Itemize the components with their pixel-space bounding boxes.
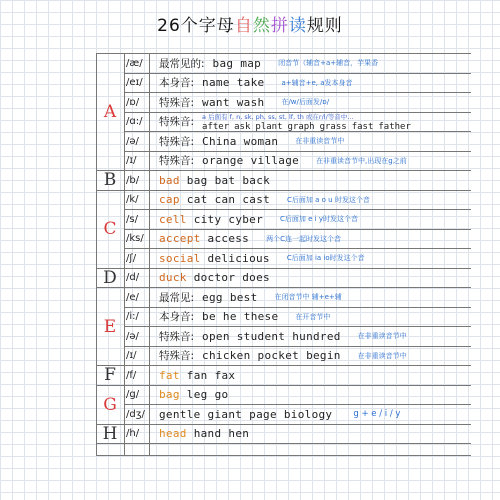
example-word: can [214, 193, 236, 207]
rule-note: 在非重读音节中 [357, 332, 407, 341]
example-word: does [242, 271, 270, 285]
example-word: accept [159, 232, 201, 246]
title-char-3: 拼 [270, 16, 289, 36]
example-words [159, 427, 256, 440]
example-word: plant [255, 121, 283, 132]
content-cell [149, 271, 277, 284]
example-word: head [159, 427, 187, 441]
example-words [202, 349, 348, 362]
rule-label: 本身音: [159, 77, 195, 90]
example-words [202, 291, 264, 304]
content-cell [149, 174, 277, 187]
phoneme-cell: /h/ [126, 428, 140, 440]
letter-f: F [96, 366, 124, 386]
title-char-2: 然 [252, 16, 271, 36]
example-words [159, 193, 277, 206]
example-words [202, 135, 285, 148]
example-word: name [202, 76, 230, 90]
letter-e: E [96, 288, 124, 366]
example-word: back [242, 173, 271, 187]
letter-g: G [96, 386, 124, 425]
content-cell [149, 56, 378, 71]
example-word: bag [159, 388, 180, 402]
example-word: grass [319, 121, 347, 132]
table-row [124, 54, 471, 74]
example-word: social [159, 251, 201, 265]
rule-label: 特殊音: [159, 116, 195, 129]
table-row [124, 74, 471, 94]
example-words [202, 154, 306, 167]
table-row [124, 308, 471, 328]
phoneme-cell: /ə/ [126, 330, 139, 342]
content-cell [149, 95, 329, 110]
phoneme-cell: /ɒ/ [126, 96, 140, 108]
table-row [124, 249, 471, 269]
content-cell [149, 388, 235, 401]
phoneme-cell: /ə/ [126, 135, 139, 147]
example-word: cyber [228, 212, 264, 226]
example-word: page [249, 407, 277, 421]
example-word: hundred [292, 329, 341, 343]
example-word: ask [234, 121, 251, 132]
rule-label: 最常见: [159, 291, 195, 304]
phoneme-cell: /ɪ/ [126, 350, 137, 362]
phoneme-cell: /k/ [126, 194, 139, 206]
example-word: best [229, 290, 258, 304]
example-word: orange [202, 154, 244, 168]
example-word: China [202, 134, 237, 148]
letter-c: C [96, 191, 124, 269]
example-words [159, 271, 277, 284]
table-row [124, 366, 471, 386]
example-word: bad [159, 173, 180, 187]
example-word: hand [193, 427, 222, 441]
rule-note: 在非重读音节中 [357, 351, 407, 360]
rule-note: 在开音节中 [295, 312, 331, 321]
example-word: delicious [207, 251, 270, 265]
phoneme-cell: /æ/ [126, 57, 143, 69]
phoneme-cell: /ʃ/ [126, 252, 137, 264]
content-cell [149, 193, 370, 206]
rule-label: 特殊音: [159, 155, 195, 168]
phoneme-cell: /d/ [126, 272, 140, 284]
table-row [124, 93, 471, 113]
content-cell [149, 427, 256, 440]
example-word: take [236, 76, 265, 90]
table-row [124, 132, 471, 152]
letter-d: D [96, 269, 124, 289]
phoneme-cell: /eɪ/ [126, 77, 143, 89]
example-word: graph [287, 121, 315, 132]
example-word: map [240, 56, 262, 70]
example-word: duck [159, 271, 187, 285]
example-word: cell [159, 212, 187, 226]
example-word: bat [214, 173, 236, 187]
phoneme-cell: /s/ [126, 213, 138, 225]
content-cell [149, 252, 365, 265]
example-word: fat [159, 368, 180, 382]
rule-label: 特殊音: [159, 350, 195, 363]
content-cell [149, 309, 330, 324]
example-words [159, 369, 242, 382]
example-words [202, 122, 416, 132]
example-word: leg [186, 388, 208, 402]
title-suffix: 规则 [306, 16, 343, 36]
rule-note: C后面加 ia io时发这个音 [286, 254, 365, 263]
rule-label: 最常见的: [159, 57, 205, 70]
table-row [124, 191, 471, 211]
content-cell [149, 112, 416, 132]
example-word: gentle [159, 407, 201, 421]
example-word: fan [186, 368, 208, 382]
example-words [159, 388, 235, 401]
rule-note: 在非重读音节中 [295, 137, 345, 146]
example-words [159, 232, 256, 245]
table-row [124, 347, 471, 367]
phoneme-cell: /ks/ [126, 233, 144, 245]
table-row [124, 386, 471, 406]
example-word: wash [236, 95, 265, 109]
table-row [124, 152, 471, 172]
content-cell [149, 369, 242, 382]
rule-note: 在/w/后面发/ɒ/ [281, 98, 330, 107]
example-word: student [236, 329, 286, 343]
example-word: giant [207, 407, 243, 421]
example-word: cat [186, 193, 208, 207]
example-word: chicken [202, 349, 251, 363]
example-words [159, 252, 277, 265]
content-cell [149, 153, 407, 168]
rule-note: 在非重读音节中,出现在g之前 [316, 156, 407, 165]
example-word: bag [212, 56, 234, 70]
table-row [124, 113, 471, 133]
example-word: be [202, 310, 216, 324]
content-cell [149, 213, 358, 226]
table-row [124, 269, 471, 289]
example-word: go [214, 388, 229, 402]
phoneme-cell: /b/ [126, 174, 140, 186]
rule-note: C后面加 a o u 时发这个音 [287, 195, 370, 204]
rule-note: C后面加 e i y时发这个音 [280, 215, 358, 224]
example-word: access [207, 232, 250, 246]
rule-label: 本身音: [159, 311, 195, 324]
example-word: begin [306, 349, 341, 363]
example-words [202, 96, 271, 109]
content-cell [149, 75, 353, 90]
letter-b: B [96, 171, 124, 191]
example-word: fast [351, 121, 374, 132]
example-word: cast [242, 193, 271, 207]
example-word: hen [228, 427, 250, 441]
table-row [124, 405, 471, 425]
content-cell [149, 290, 342, 305]
table-row [124, 327, 471, 347]
example-word: he [222, 310, 237, 324]
example-words [159, 174, 277, 187]
phonics-table [96, 53, 471, 456]
example-words [213, 57, 269, 70]
phoneme-cell: /f/ [126, 369, 137, 381]
phoneme-cell: /dʒ/ [126, 408, 145, 420]
rule-note: g + e / i / y [353, 409, 401, 420]
two-line-examples [202, 112, 416, 132]
example-word: doctor [193, 271, 236, 285]
example-word: want [202, 95, 230, 109]
example-words [202, 76, 271, 89]
example-word: open [202, 329, 230, 343]
example-word: egg [202, 290, 223, 304]
phoneme-cell: /i:/ [126, 311, 139, 323]
content-cell [149, 329, 407, 344]
example-words [202, 310, 285, 323]
phoneme-cell: /ɑ:/ [126, 116, 143, 128]
rule-label: 特殊音: [159, 96, 195, 109]
content-cell [149, 348, 407, 363]
rule-hint: a 后面有 f, n, sk, ph, ss, st, lf, th 或在r/l/等音中... [202, 112, 354, 121]
rule-note: 两个C连一起时发这个音 [266, 234, 341, 243]
example-word: biology [283, 407, 333, 421]
content-cell [149, 232, 341, 245]
letter-a: A [96, 54, 124, 171]
title-char-4: 读 [288, 16, 307, 36]
example-word: bag [186, 173, 208, 187]
example-word: cap [159, 193, 180, 207]
rule-note: a+辅音+e, a发本身音 [281, 78, 353, 87]
table-row [124, 171, 471, 191]
table-row [124, 230, 471, 250]
title-char-1: 自 [234, 16, 253, 36]
rule-label: 特殊音: [159, 330, 195, 343]
page-title [0, 14, 500, 38]
table-row [124, 425, 471, 445]
example-word: these [243, 310, 279, 324]
letter-h: H [96, 425, 124, 445]
content-cell [149, 408, 400, 421]
phoneme-cell: /ɪ/ [126, 155, 137, 167]
example-words [202, 330, 348, 343]
content-cell [149, 134, 344, 149]
example-word: woman [243, 134, 279, 148]
example-words [159, 408, 339, 421]
table-row [124, 210, 471, 230]
example-word: pocket [257, 349, 300, 363]
example-word: after [202, 121, 230, 132]
rule-label: 特殊音: [159, 135, 195, 148]
example-words [159, 213, 270, 226]
phoneme-cell: /g/ [126, 389, 140, 401]
title-prefix: 26个字母 [157, 16, 235, 36]
example-word: father [378, 121, 411, 132]
example-word: city [193, 212, 222, 226]
rule-note: 在闭音节中 辅+e+辅 [274, 293, 342, 302]
table-row [124, 288, 471, 308]
rule-note: 闭音节（辅音+a+辅音，芋果香 [278, 59, 379, 68]
example-word: village [250, 154, 300, 168]
example-word: fax [214, 368, 236, 382]
phoneme-cell: /e/ [126, 291, 139, 303]
